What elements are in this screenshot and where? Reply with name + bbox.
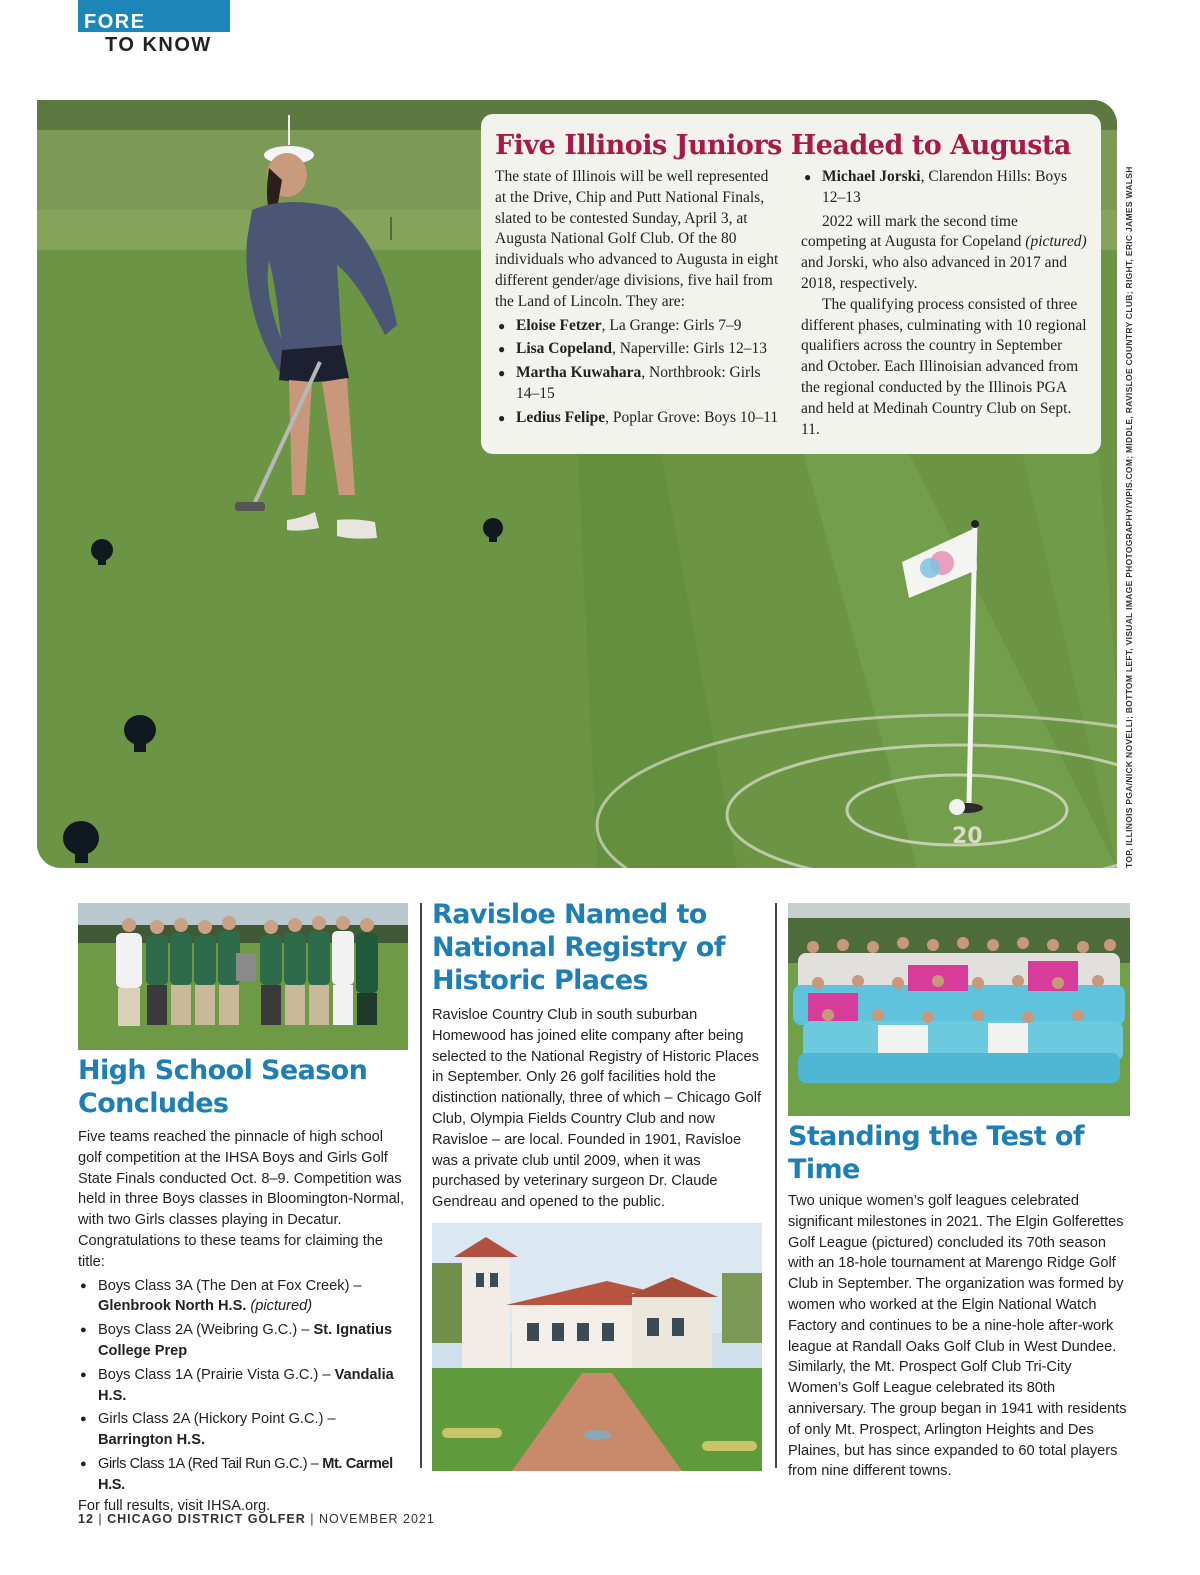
ravisloe-title: Ravisloe Named to National Registry of Historic Places — [432, 899, 725, 996]
section-header-bottom: TO KNOW — [105, 34, 212, 56]
list-item: ● Martha Kuwahara, Northbrook: Girls 14–15 — [495, 363, 781, 405]
feature-article-box — [481, 114, 1101, 454]
magazine-name: CHICAGO DISTRICT GOLFER — [107, 1512, 306, 1526]
high-school-intro: Five teams reached the pinnacle of high school golf competition at the IHSA Boys and Girls Golf State Finals conducted Oct. 8–9. Competition was held in three Boys classes in Bloomington-Normal, with two Girls classes playing in Decatur. Congratulations to these teams for claiming the title: — [78, 1129, 405, 1270]
list-item: ● Boys Class 3A (The Den at Fox Creek) – Glenbrook North H.S. (pictured) — [78, 1276, 408, 1318]
list-item: ● Eloise Fetzer, La Grange: Girls 7–9 — [495, 316, 781, 337]
ravisloe-body: Ravisloe Country Club in south suburban Homewood has joined elite company after being selected to the National Registry of Historic Places in September. Only 26 golf facilities hold the distinction nationally, three of which – Chicago Golf Club, Olympia Fields Country Club and now Ravisloe – are local. Founded in 1901, Ravisloe was a private club until 2009, when it was purchased by veterinary surgeon Dr. Claude Gendreau and opened to the public. — [432, 1007, 762, 1211]
juniors-list-continued — [801, 167, 1087, 209]
page-number: 12 — [78, 1512, 94, 1526]
high-school-results-link: For full results, visit IHSA.org. — [78, 1497, 271, 1514]
list-item: ● Boys Class 1A (Prairie Vista G.C.) – Vandalia H.S. — [78, 1365, 408, 1407]
feature-intro: The state of Illinois will be well represented at the Drive, Chip and Putt National Finals, slated to be contested Sunday, April 3, at Augusta National Golf Club. Of the 80 individuals who advanced to Augusta in eight different gender/age divisions, five hail from the Land of Lincoln. They are: — [495, 168, 779, 310]
list-item: ● Ledius Felipe, Poplar Grove: Boys 10–11 — [495, 408, 781, 429]
list-item: ● Michael Jorski, Clarendon Hills: Boys 12–13 — [801, 167, 1087, 209]
test-of-time-body: Two unique women’s golf leagues celebrated significant milestones in 2021. The Elgin Golferettes Golf League (pictured) concluded its 70th season with an 18-hole tournament at Marengo Ridge Golf Club in September. The organization was formed by women who worked at the Elgin National Watch Factory and continues to be a nine-hole after-work league at Randall Oaks Golf Club in West Dundee. Similarly, the Mt. Prospect Golf Club Tri-City Women’s Golf League celebrated its 80th anniversary. The group began in 1941 with residents of only Mt. Prospect, Arlington Heights and Des Plaines, but has since expanded to 60 total players from nine different towns. — [788, 1193, 1127, 1480]
feature-paragraph-2: 2022 will mark the second time competing at Augusta for Copeland (pictured) and Jorski, who also advanced in 2017 and 2018, respectively. — [801, 212, 1087, 292]
page-footer: 12 | CHICAGO DISTRICT GOLFER | NOVEMBER 2021 — [78, 1512, 435, 1526]
list-item: ● Boys Class 2A (Weibring G.C.) – St. Ignatius College Prep — [78, 1320, 408, 1362]
high-school-body — [78, 1127, 408, 1516]
test-of-time-article — [788, 903, 1130, 1482]
column-divider — [420, 903, 422, 1468]
feature-column-left — [495, 167, 781, 440]
team-photo — [78, 903, 408, 1050]
high-school-title: High School Season Concludes — [78, 1055, 368, 1119]
column-divider — [775, 903, 777, 1468]
feature-title: Five Illinois Juniors Headed to Augusta — [495, 130, 1071, 161]
list-item: ● Lisa Copeland, Naperville: Girls 12–13 — [495, 339, 781, 360]
list-item: ● Girls Class 1A (Red Tail Run G.C.) – Mt. Carmel H.S. — [78, 1454, 408, 1496]
issue-date: NOVEMBER 2021 — [319, 1512, 435, 1526]
juniors-list — [495, 316, 781, 429]
section-header — [78, 0, 230, 57]
league-group-photo — [788, 903, 1130, 1116]
feature-paragraph-3: The qualifying process consisted of three different phases, culminating with 10 regional qualifiers across the country in September and October. Each Illinoisian advanced from the regional conducted by the Illinois PGA and held at Medinah Country Club on Sept. 11. — [801, 295, 1087, 438]
photo-credit: TOP, ILLINOIS PGA/NICK NOVELLI; BOTTOM LEFT, VISUAL IMAGE PHOTOGRAPHY/VIPIS.COM; MIDDLE, RAVISLOE COUNTRY CLUB; RIGHT, ERIC JAMES WALSH — [1124, 166, 1134, 868]
clubhouse-photo — [432, 1223, 762, 1471]
section-header-top: FORE — [78, 0, 230, 32]
feature-column-right — [801, 167, 1087, 440]
test-of-time-title: Standing the Test of Time — [788, 1121, 1084, 1185]
winners-list — [78, 1276, 408, 1496]
high-school-article — [78, 903, 408, 1516]
green-distance-marker: 20 — [952, 824, 983, 849]
ravisloe-article — [432, 898, 764, 1471]
list-item: ● Girls Class 2A (Hickory Point G.C.) – Barrington H.S. — [78, 1409, 408, 1451]
